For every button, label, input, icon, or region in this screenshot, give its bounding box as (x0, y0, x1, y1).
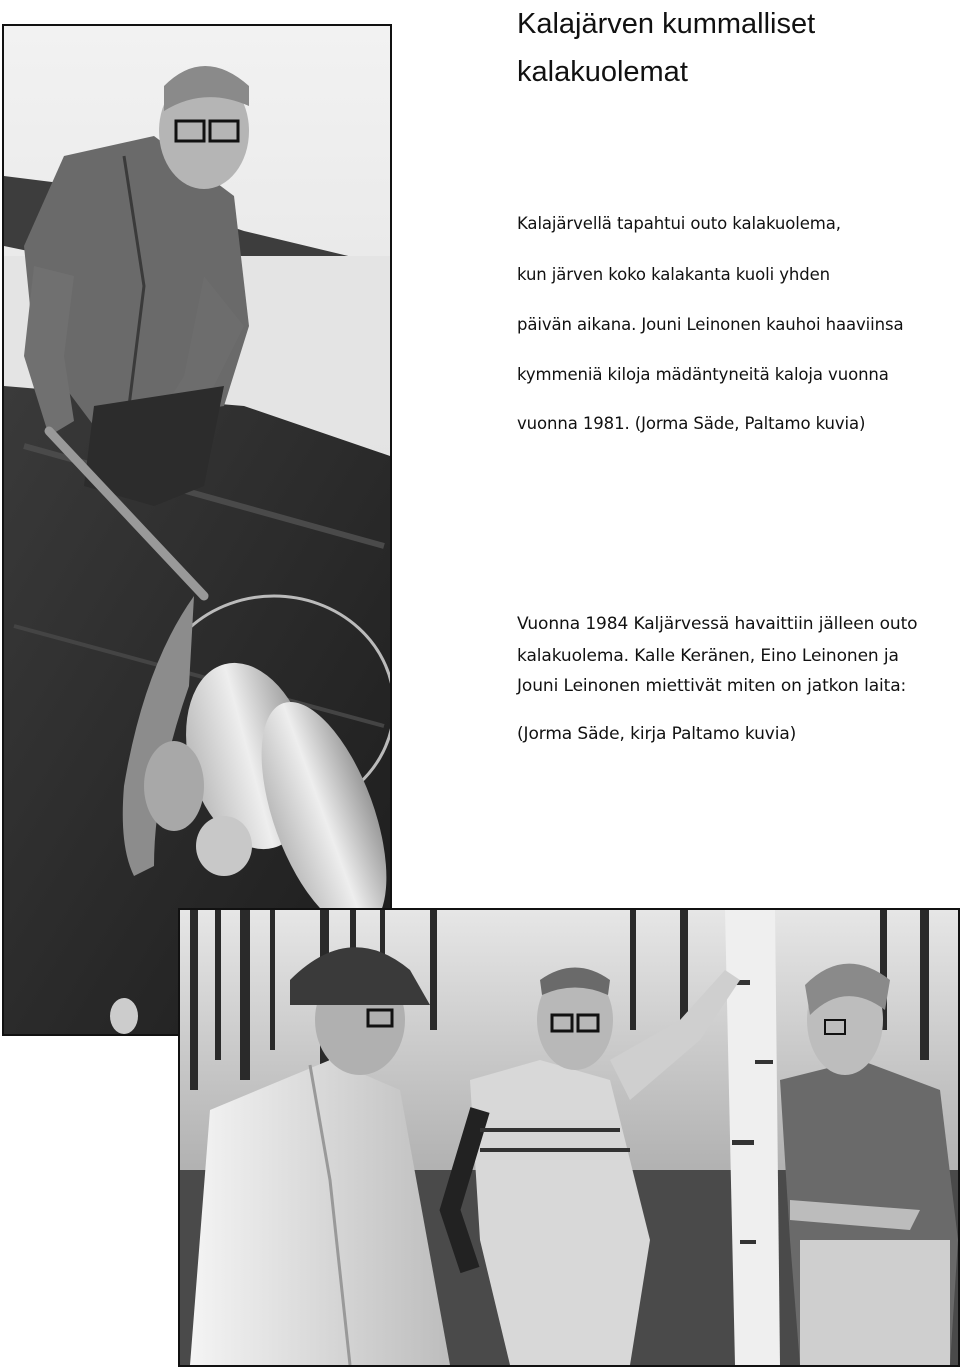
caption1-line-2: kun järven koko kalakanta kuoli yhden (517, 265, 831, 284)
caption1-line-3: päivän aikana. Jouni Leinonen kauhoi haaviinsa (517, 315, 904, 334)
caption2-line-4: (Jorma Säde, kirja Paltamo kuvia) (517, 724, 797, 744)
caption1-line-1: Kalajärvellä tapahtui outo kalakuolema, (517, 214, 841, 233)
caption1-line-5: vuonna 1981. (Jorma Säde, Paltamo kuvia) (517, 414, 866, 433)
photo-three-men-birches (178, 908, 960, 1367)
photo-fisherman-with-net (2, 24, 392, 1036)
caption2-line-2: kalakuolema. Kalle Keränen, Eino Leinonen ja (517, 646, 899, 666)
title-line-1: Kalajärven kummalliset (517, 8, 816, 40)
page-title (517, 0, 947, 96)
title-line-2: kalakuolemat (517, 56, 688, 88)
caption1-line-4: kymmeniä kiloja mädäntyneitä kaloja vuonna (517, 365, 889, 384)
caption2-line-3: Jouni Leinonen miettivät miten on jatkon laita: (517, 676, 907, 696)
caption2-line-1: Vuonna 1984 Kaljärvessä havaittiin jälleen outo (517, 614, 918, 634)
